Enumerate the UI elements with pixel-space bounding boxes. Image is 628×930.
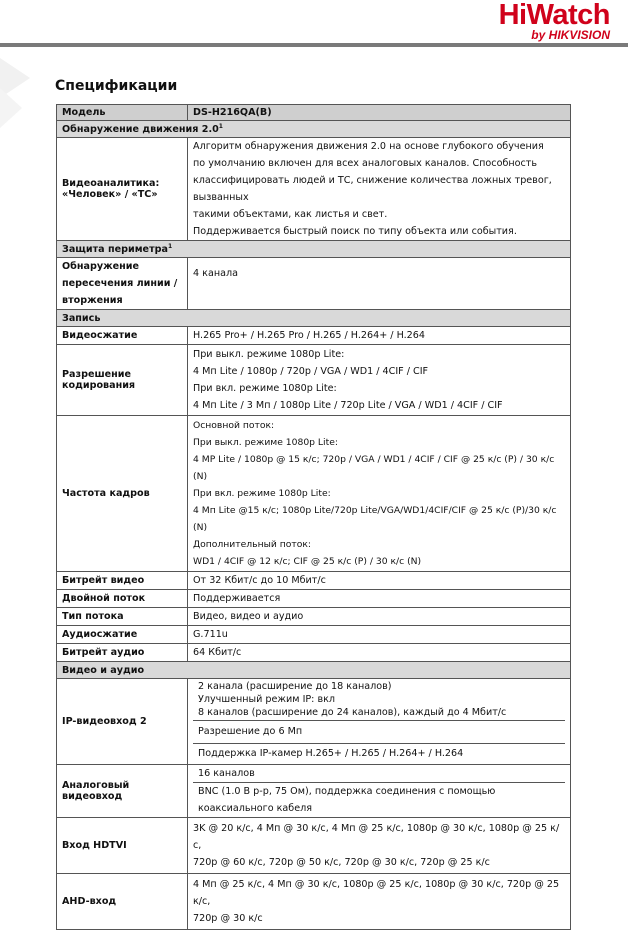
stream-type-label: Тип потока bbox=[57, 608, 188, 626]
table-row bbox=[57, 345, 571, 416]
ahd-value bbox=[188, 874, 571, 930]
hdtvi-value bbox=[188, 818, 571, 874]
framerate-line: При вкл. режиме 1080p Lite: bbox=[193, 488, 331, 499]
table-row bbox=[57, 765, 571, 818]
brand-parent: HIKVISION bbox=[548, 28, 610, 42]
analytics-value bbox=[188, 138, 571, 241]
resolution-value bbox=[188, 345, 571, 416]
header-divider bbox=[0, 43, 628, 47]
section-video-audio bbox=[57, 662, 571, 679]
stream-type-value: Видео, видео и аудио bbox=[188, 608, 571, 626]
table-row bbox=[57, 572, 571, 590]
linecross-value: 4 канала bbox=[188, 258, 571, 310]
ip-input-support: Поддержка IP-камер H.265+ / H.265 / H.264+ / H.264 bbox=[198, 748, 464, 759]
video-bitrate-value: От 32 Кбит/с до 10 Мбит/с bbox=[188, 572, 571, 590]
compression-value: H.265 Pro+ / H.265 Pro / H.265 / H.264+ / H.264 bbox=[188, 327, 571, 345]
analytics-label-line: Видеоаналитика: bbox=[62, 178, 160, 189]
ip-input-line: 2 канала (расширение до 18 каналов) bbox=[198, 681, 392, 692]
resolution-label: Разрешение кодирования bbox=[57, 345, 188, 416]
section-motion-title: Обнаружение движения $2.0^1$ bbox=[57, 121, 571, 138]
analytics-line: по умолчанию включен для всех аналоговых каналов. Способность bbox=[193, 158, 538, 169]
hdtvi-label: Вход HDTVI bbox=[57, 818, 188, 874]
resolution-line: При выкл. режиме 1080p Lite: bbox=[193, 349, 345, 360]
analog-input-label: Аналоговый видеовход bbox=[57, 765, 188, 818]
brand-logo bbox=[499, 0, 610, 41]
framerate-label: Частота кадров bbox=[57, 416, 188, 572]
table-row bbox=[57, 416, 571, 572]
table-row bbox=[57, 258, 571, 310]
audio-bitrate-value: 64 Кбит/с bbox=[188, 644, 571, 662]
analog-input-line: 16 каналов bbox=[193, 765, 565, 783]
table-row bbox=[57, 626, 571, 644]
ip-input-top bbox=[193, 679, 565, 721]
ahd-label: AHD-вход bbox=[57, 874, 188, 930]
ahd-line: 720p @ 30 к/с bbox=[193, 913, 263, 924]
ip-input-label: IP-видеовход 2 bbox=[57, 679, 188, 765]
analytics-line: классифицировать людей и ТС, снижение количества ложных тревог, вызванных bbox=[193, 175, 552, 203]
analog-input-line: BNC (1.0 В р-р, 75 Ом), поддержка соединения с помощью коаксиального кабеля bbox=[198, 786, 496, 814]
section-video-audio-label: Видео и аудио bbox=[57, 662, 571, 679]
framerate-line: 4 Mп Lite @15 к/с; 1080p Lite/720p Lite/VGA/WD1/4CIF/CIF @ 25 к/с (P)/30 к/с (N) bbox=[193, 505, 557, 533]
framerate-line: 4 MP Lite / 1080p @ 15 к/с; 720p / VGA / WD1 / 4CIF / CIF @ 25 к/с (P) / 30 к/с (N) bbox=[193, 454, 555, 482]
table-row bbox=[57, 327, 571, 345]
audio-comp-value: G.711u bbox=[188, 626, 571, 644]
table-row bbox=[57, 679, 571, 765]
linecross-label bbox=[57, 258, 188, 310]
analytics-label bbox=[57, 138, 188, 241]
analog-input-value bbox=[188, 765, 571, 818]
dual-stream-value: Поддерживается bbox=[188, 590, 571, 608]
spec-table bbox=[56, 104, 571, 930]
resolution-line: 4 Мп Lite / 1080p / 720p / VGA / WD1 / 4CIF / CIF bbox=[193, 366, 429, 377]
linecross-label-line: вторжения bbox=[62, 295, 123, 306]
ip-input-line: 8 каналов (расширение до 24 каналов), каждый до 4 Мбит/с bbox=[198, 707, 507, 718]
hdtvi-line: 3K @ 20 к/с, 4 Мп @ 30 к/с, 4 Мп @ 25 к/с, 1080p @ 30 к/с, 1080p @ 25 к/с, bbox=[193, 823, 560, 851]
header-model: DS-H216QA(B) bbox=[188, 105, 571, 121]
linecross-label-line: пересечения линии / bbox=[62, 278, 178, 289]
audio-comp-label: Аудиосжатие bbox=[57, 626, 188, 644]
hdtvi-line: 720p @ 60 к/с, 720p @ 50 к/с, 720p @ 30 к/с, 720p @ 25 к/с bbox=[193, 857, 490, 868]
section-record bbox=[57, 310, 571, 327]
framerate-value bbox=[188, 416, 571, 572]
ip-input-value bbox=[188, 679, 571, 765]
video-bitrate-label: Битрейт видео bbox=[57, 572, 188, 590]
table-row bbox=[57, 644, 571, 662]
brand-by: by bbox=[531, 28, 546, 42]
section-perimeter-title: Защита периметра$^1$ bbox=[57, 241, 571, 258]
table-row bbox=[57, 590, 571, 608]
table-header-row bbox=[57, 105, 571, 121]
compression-label: Видеосжатие bbox=[57, 327, 188, 345]
ip-input-resolution: Разрешение до 6 Мп bbox=[193, 721, 565, 744]
brand-name: HiWatch bbox=[498, 0, 610, 31]
page-title: Спецификации bbox=[55, 78, 178, 94]
section-motion-label: Обнаружение движения 2.0 bbox=[62, 124, 219, 136]
resolution-line: При вкл. режиме 1080p Lite: bbox=[193, 383, 337, 394]
linecross-label-line: Обнаружение bbox=[62, 261, 139, 272]
audio-bitrate-label: Битрейт аудио bbox=[57, 644, 188, 662]
section-motion bbox=[57, 121, 571, 138]
resolution-line: 4 Мп Lite / 3 Мп / 1080p Lite / 720p Lite / VGA / WD1 / 4CIF / CIF bbox=[193, 400, 503, 411]
framerate-line: Дополнительный поток: bbox=[193, 539, 311, 550]
table-row bbox=[57, 608, 571, 626]
framerate-line: WD1 / 4CIF @ 12 к/с; CIF @ 25 к/с (P) / 30 к/с (N) bbox=[193, 556, 422, 567]
table-row bbox=[57, 138, 571, 241]
section-perimeter-label: Защита периметра bbox=[62, 244, 168, 256]
table-row bbox=[57, 874, 571, 930]
framerate-line: При выкл. режиме 1080p Lite: bbox=[193, 437, 338, 448]
analytics-label-line: «Человек» / «ТС» bbox=[62, 189, 158, 200]
section-record-label: Запись bbox=[57, 310, 571, 327]
ip-input-line: Улучшенный режим IP: вкл bbox=[198, 694, 336, 705]
analytics-line: Алгоритм обнаружения движения 2.0 на основе глубокого обучения bbox=[193, 141, 544, 152]
framerate-line: Основной поток: bbox=[193, 420, 275, 431]
analytics-line: такими объектами, как листья и свет. bbox=[193, 209, 388, 220]
ahd-line: 4 Мп @ 25 к/с, 4 Мп @ 30 к/с, 1080p @ 25 к/с, 1080p @ 30 к/с, 720p @ 25 к/с, bbox=[193, 879, 560, 907]
dual-stream-label: Двойной поток bbox=[57, 590, 188, 608]
table-row bbox=[57, 818, 571, 874]
analytics-line: Поддерживается быстрый поиск по типу объекта или события. bbox=[193, 226, 517, 237]
section-perimeter bbox=[57, 241, 571, 258]
header-label: Модель bbox=[57, 105, 188, 121]
